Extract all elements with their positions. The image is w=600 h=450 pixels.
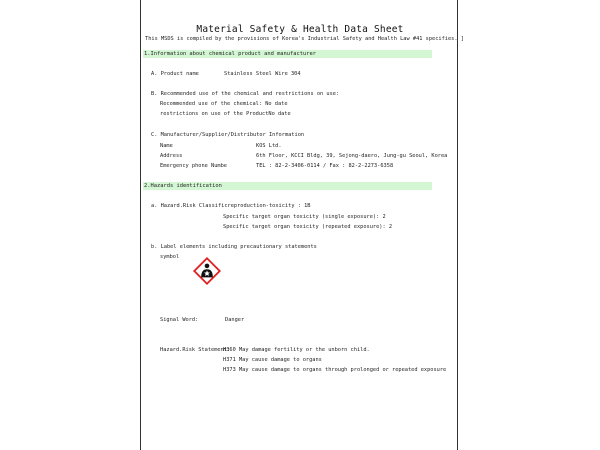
hazard-statement-h371: H371 May cause damage to organs	[223, 357, 322, 363]
section-1-heading: 1.Information about chemical product and manufacturer	[144, 51, 317, 57]
product-name-value: Stainless Steel Wire 304	[224, 71, 301, 77]
single-exposure-line: Specific target organ toxicity (single exposure): 2	[223, 214, 386, 220]
address-label: Address	[160, 153, 183, 159]
signal-word-label: Signal Word:	[160, 317, 199, 323]
hazard-statement-label: Hazard.Risk Statement:	[160, 347, 231, 353]
company-name-label: Name	[160, 143, 173, 149]
section-1-band	[143, 50, 432, 58]
label-elements-label: b. Label elements including precautionary statements	[151, 244, 317, 250]
section-2-band	[143, 182, 432, 190]
manufacturer-label: C. Manufacturer/Supplier/Distributor Information	[151, 132, 305, 138]
section-2-heading: 2.Hazards identification	[144, 183, 222, 189]
document-title: Material Safety & Health Data Sheet	[196, 24, 404, 35]
repeated-exposure-line: Specific target organ toxicity (repeated exposure): 2	[223, 224, 393, 230]
company-name-value: KOS Ltd.	[256, 143, 282, 149]
restrictions-line: restrictions on use of the ProductNo date	[160, 111, 291, 117]
health-hazard-pictogram-icon	[192, 256, 222, 286]
hazard-statement-h373: H373 May cause damage to organs through prolonged or repeated exposure	[223, 367, 447, 373]
product-name-label: A. Product name	[151, 71, 199, 77]
symbol-label: symbol	[160, 254, 180, 260]
hazard-statement-h360: H360 May damage fertility or the unborn child.	[223, 347, 370, 353]
phone-value: TEL : 82-2-3406-0114 / Fax : 82-2-2273-6358	[256, 163, 394, 169]
document-page	[140, 0, 464, 450]
hazard-classification-label: a. Hazard.Risk Classificreproduction-toxicity : 1B	[151, 203, 311, 209]
recommended-use-line: Recommended use of the chemical: No date	[160, 101, 288, 107]
address-value: 6th Floor, KCCI Bldg, 39, Sejong-daero, Jung-gu Seoul, Korea	[256, 153, 448, 159]
recommended-use-label: B. Recommended use of the chemical and restrictions on use:	[151, 91, 340, 97]
signal-word-value: Danger	[225, 317, 245, 323]
intro-text: This MSDS is compiled by the provisions of Korea's Industrial Safety and Health Law #41 specifies. ]	[145, 36, 464, 42]
phone-label: Emergency phone Numbe	[160, 163, 227, 169]
